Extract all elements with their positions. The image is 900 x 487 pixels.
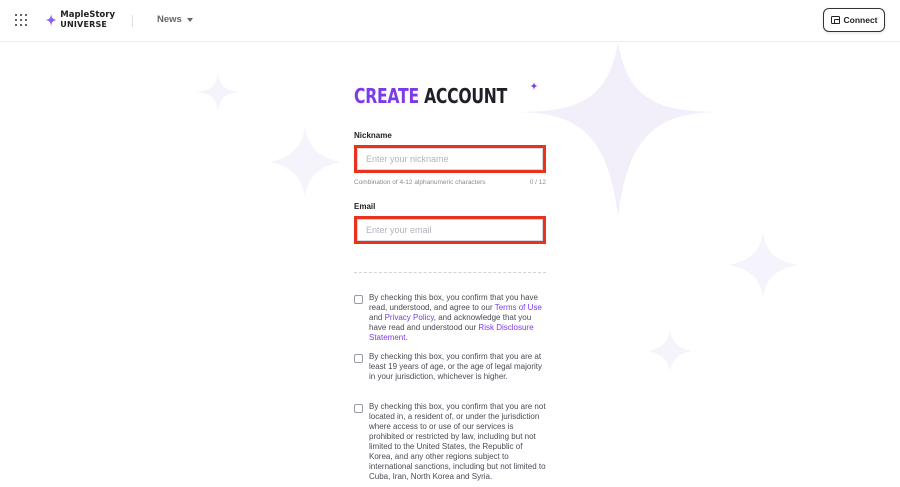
header-divider (132, 15, 133, 27)
terms-text (369, 293, 546, 343)
terms-text-and: and (369, 313, 385, 322)
nickname-hint: Combination of 4-12 alphanumeric characters (354, 179, 486, 186)
agreement-jurisdiction-row (354, 402, 546, 482)
apps-grid-icon[interactable] (15, 14, 29, 28)
logo[interactable] (45, 8, 115, 32)
jurisdiction-checkbox[interactable] (354, 404, 363, 413)
sparkle-icon (514, 42, 722, 217)
wallet-icon (831, 16, 840, 24)
nickname-hint-row (354, 179, 546, 186)
logo-text (60, 11, 115, 29)
agreement-terms-row (354, 293, 546, 343)
logo-line1: MapleStory (60, 10, 115, 20)
sparkle-icon (729, 232, 797, 298)
connect-button[interactable] (823, 8, 885, 32)
top-header (0, 0, 900, 42)
logo-line2: UNIVERSE (60, 20, 108, 29)
section-divider (354, 272, 546, 273)
jurisdiction-text: By checking this box, you confirm that you are not located in, a resident of, or under the jurisdiction where access to or use of our services is prohibited or restricted by law, including but not limited to the United States, the Republic of Korea, and any other regions subject to international sanctions, including but not limited to Cuba, Iran, North Korea and Syria. (369, 402, 546, 481)
title-account: ACCOUNT (424, 84, 508, 108)
sparkle-icon (270, 127, 340, 197)
connect-label: Connect (843, 15, 878, 25)
nickname-counter: 0 / 12 (529, 179, 546, 186)
email-label: Email (354, 202, 376, 211)
nickname-input[interactable] (357, 148, 543, 170)
terms-checkbox[interactable] (354, 295, 363, 304)
logo-star-icon (45, 10, 57, 30)
sparkle-icon (530, 82, 538, 90)
age-checkbox[interactable] (354, 354, 363, 363)
agreement-age-row (354, 352, 546, 382)
age-text: By checking this box, you confirm that you are at least 19 years of age, or the age of legal majority in your jurisdiction, whichever is higher. (369, 352, 542, 381)
privacy-policy-link[interactable]: Privacy Policy (384, 313, 434, 322)
email-input-wrapper (354, 216, 546, 244)
sparkle-icon (196, 72, 240, 112)
terms-text-mid: , and acknowledge that you have read and understood our (369, 313, 532, 332)
title-create: CREATE (354, 84, 419, 108)
nickname-label: Nickname (354, 131, 392, 140)
page-title (354, 84, 507, 108)
news-label: News (157, 14, 182, 25)
risk-disclosure-link[interactable]: Risk Disclosure Statement (369, 323, 534, 342)
terms-of-use-link[interactable]: Terms of Use (494, 303, 542, 312)
chevron-down-icon (187, 18, 193, 22)
email-input[interactable] (357, 219, 543, 241)
sparkle-icon (648, 330, 692, 372)
terms-text-end: . (405, 333, 408, 342)
news-menu[interactable] (157, 14, 193, 25)
terms-text-pre: By checking this box, you confirm that you have read, understood, and agree to our (369, 293, 538, 312)
nickname-input-wrapper (354, 145, 546, 173)
